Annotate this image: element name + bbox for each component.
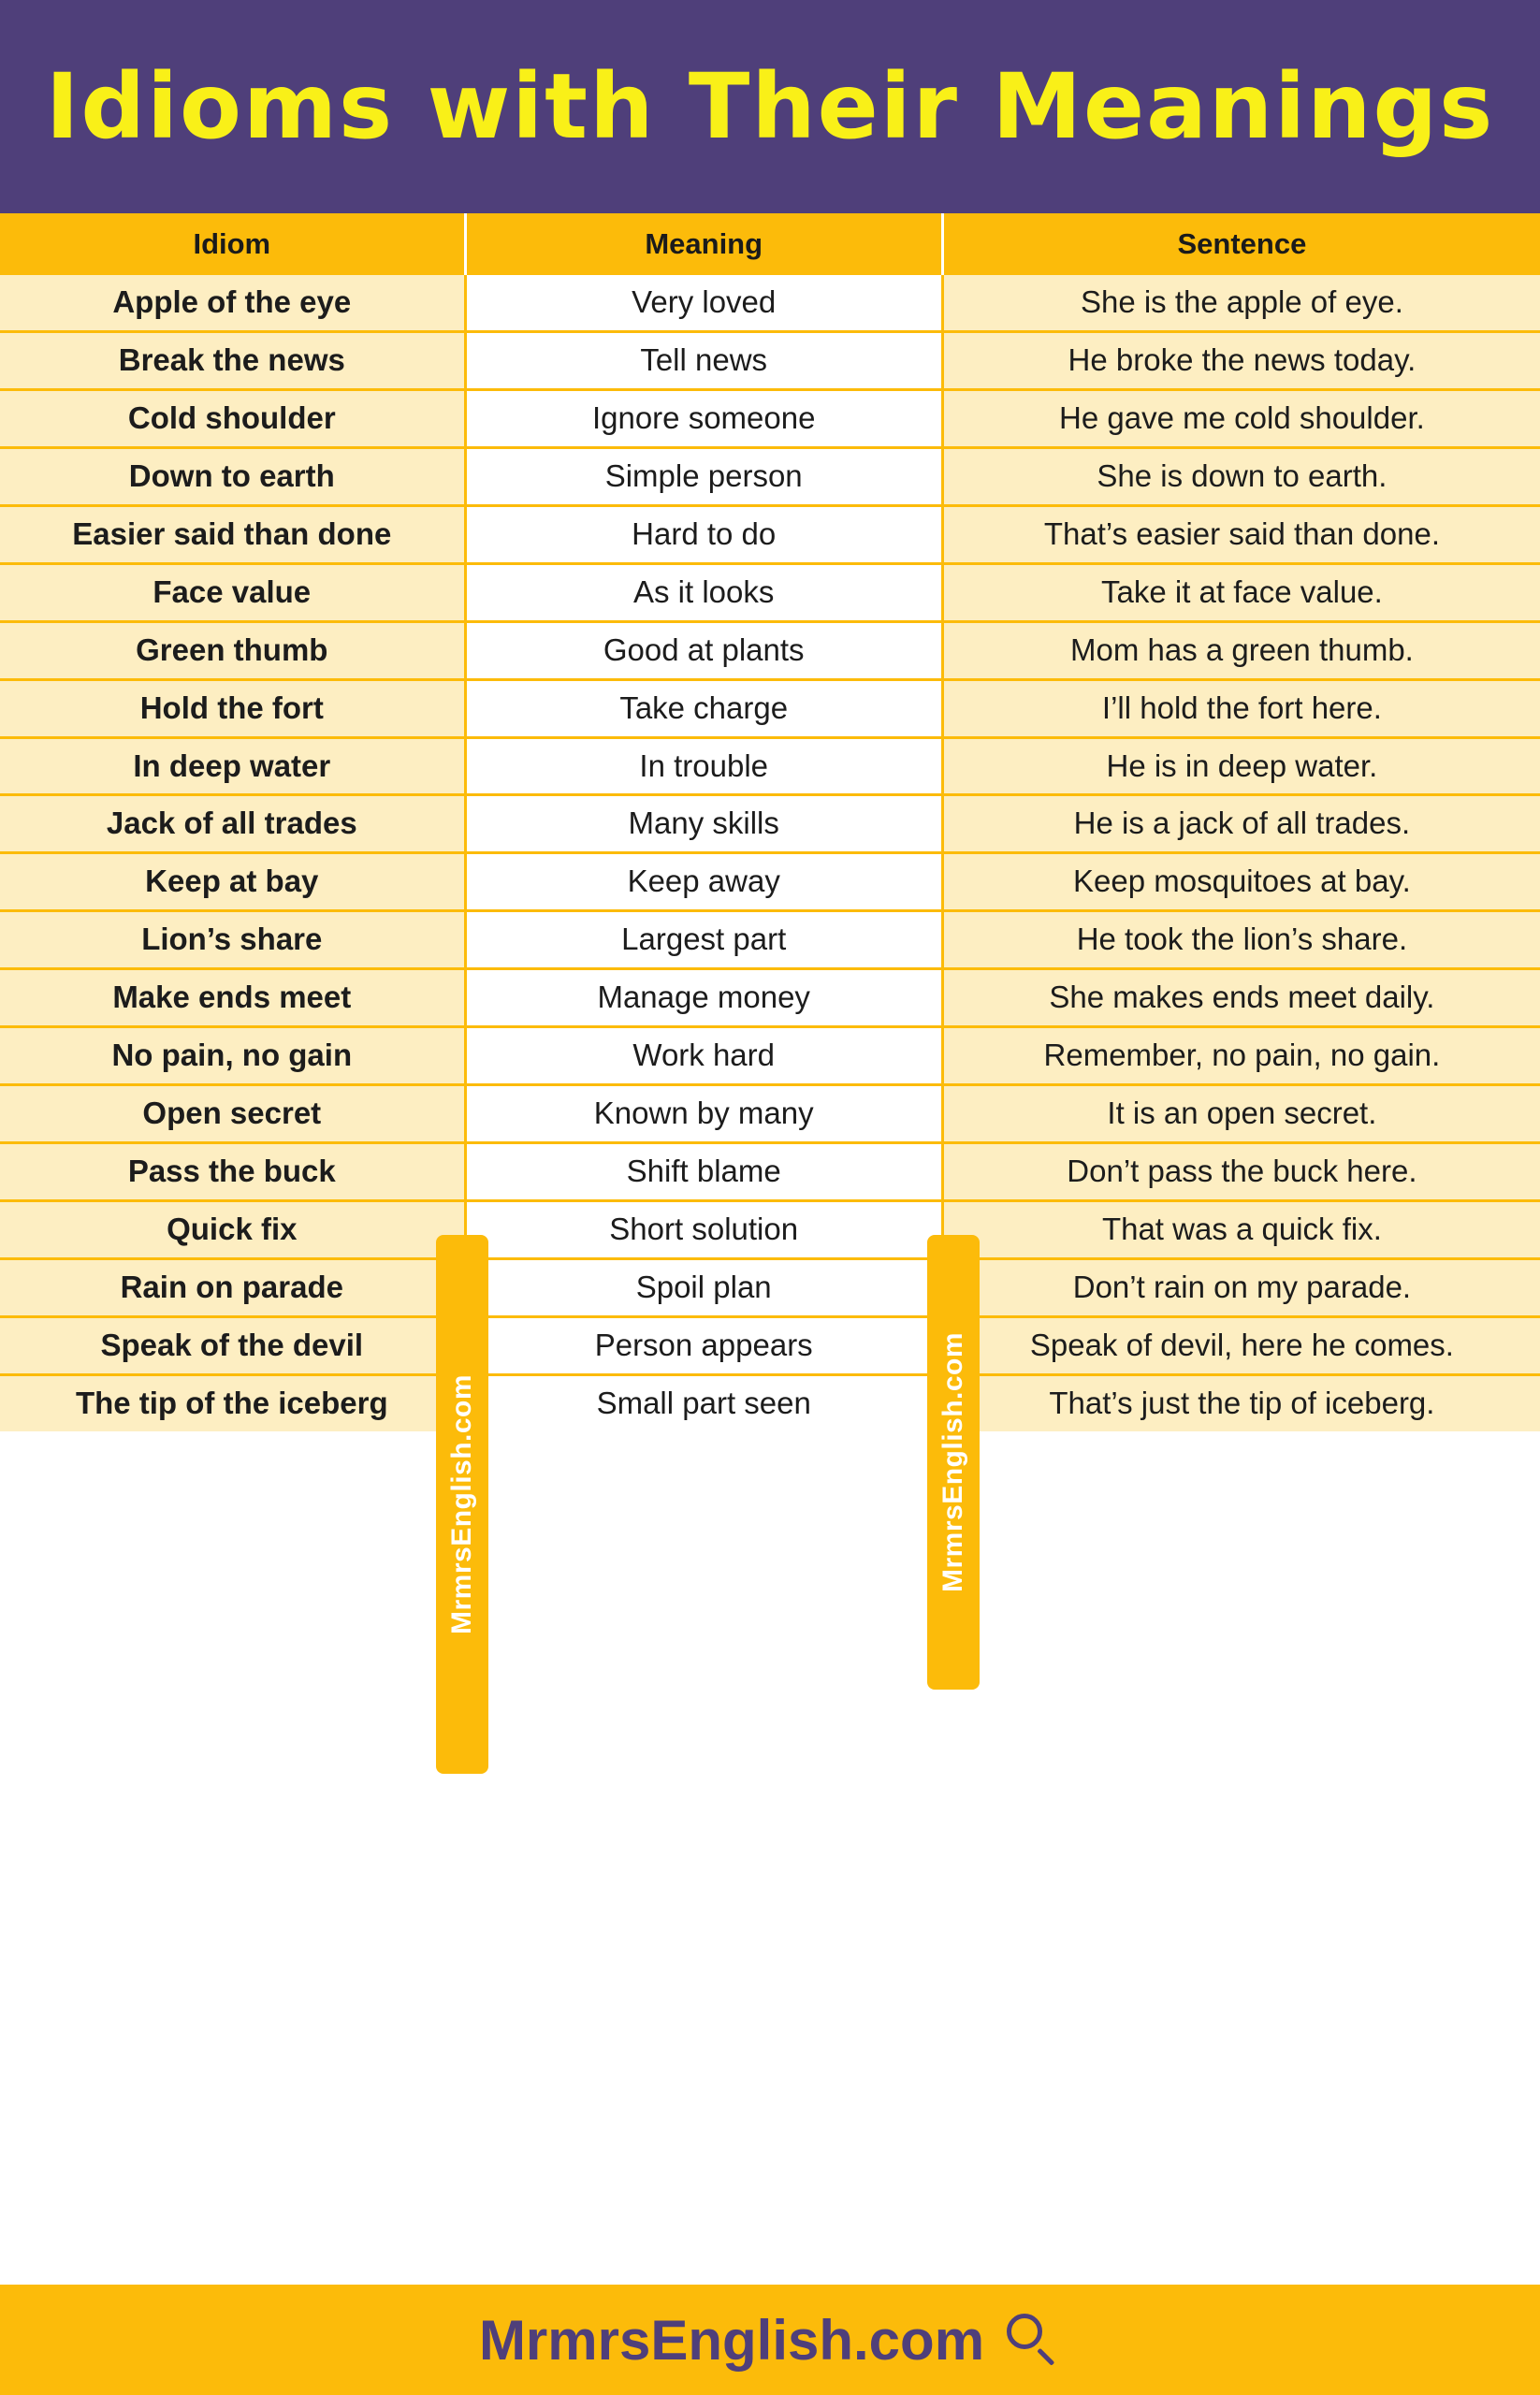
idioms-table — [0, 213, 1540, 1431]
cell-idiom: Apple of the eye — [0, 275, 465, 331]
table-row — [0, 563, 1540, 621]
cell-idiom: The tip of the iceberg — [0, 1374, 465, 1430]
table-row — [0, 275, 1540, 331]
watermark-right: MrmrsEnglish.com — [927, 1235, 980, 1690]
page-title: Idioms with Their Meanings — [45, 53, 1495, 159]
cell-idiom: Easier said than done — [0, 505, 465, 563]
cell-sentence: Keep mosquitoes at bay. — [942, 853, 1540, 911]
table-row — [0, 621, 1540, 679]
cell-idiom: Speak of the devil — [0, 1316, 465, 1374]
cell-meaning: Spoil plan — [465, 1258, 942, 1316]
search-icon — [1005, 2312, 1061, 2368]
cell-idiom: Keep at bay — [0, 853, 465, 911]
cell-idiom: No pain, no gain — [0, 1027, 465, 1085]
cell-sentence: That was a quick fix. — [942, 1201, 1540, 1259]
table-row — [0, 795, 1540, 853]
cell-meaning: Ignore someone — [465, 389, 942, 447]
cell-meaning: Hard to do — [465, 505, 942, 563]
table-header-row — [0, 213, 1540, 275]
column-header-idiom: Idiom — [0, 213, 465, 275]
poster-header — [0, 0, 1540, 213]
cell-meaning: Largest part — [465, 911, 942, 969]
cell-sentence: He is a jack of all trades. — [942, 795, 1540, 853]
table-row — [0, 1085, 1540, 1143]
cell-meaning: Known by many — [465, 1085, 942, 1143]
cell-sentence: He took the lion’s share. — [942, 911, 1540, 969]
cell-sentence: Mom has a green thumb. — [942, 621, 1540, 679]
poster-footer — [0, 2285, 1540, 2395]
cell-meaning: Short solution — [465, 1201, 942, 1259]
table-row — [0, 679, 1540, 737]
cell-sentence: I’ll hold the fort here. — [942, 679, 1540, 737]
table-row — [0, 1027, 1540, 1085]
cell-sentence: Don’t pass the buck here. — [942, 1143, 1540, 1201]
cell-idiom: Cold shoulder — [0, 389, 465, 447]
cell-sentence: She makes ends meet daily. — [942, 969, 1540, 1027]
cell-meaning: Small part seen — [465, 1374, 942, 1430]
cell-meaning: In trouble — [465, 737, 942, 795]
cell-sentence: She is the apple of eye. — [942, 275, 1540, 331]
table-row — [0, 389, 1540, 447]
table-row — [0, 1143, 1540, 1201]
cell-sentence: Don’t rain on my parade. — [942, 1258, 1540, 1316]
table-row — [0, 1201, 1540, 1259]
cell-sentence: He broke the news today. — [942, 331, 1540, 389]
table-row — [0, 1316, 1540, 1374]
cell-meaning: Many skills — [465, 795, 942, 853]
cell-idiom: Lion’s share — [0, 911, 465, 969]
cell-idiom: Quick fix — [0, 1201, 465, 1259]
cell-idiom: Break the news — [0, 331, 465, 389]
cell-meaning: Person appears — [465, 1316, 942, 1374]
cell-meaning: Take charge — [465, 679, 942, 737]
cell-sentence: That’s just the tip of iceberg. — [942, 1374, 1540, 1430]
cell-idiom: In deep water — [0, 737, 465, 795]
cell-idiom: Rain on parade — [0, 1258, 465, 1316]
cell-sentence: That’s easier said than done. — [942, 505, 1540, 563]
cell-idiom: Make ends meet — [0, 969, 465, 1027]
cell-sentence: Remember, no pain, no gain. — [942, 1027, 1540, 1085]
table-row — [0, 853, 1540, 911]
cell-idiom: Open secret — [0, 1085, 465, 1143]
cell-sentence: It is an open secret. — [942, 1085, 1540, 1143]
table-row — [0, 1258, 1540, 1316]
cell-sentence: She is down to earth. — [942, 447, 1540, 505]
cell-sentence: Take it at face value. — [942, 563, 1540, 621]
cell-meaning: Keep away — [465, 853, 942, 911]
column-header-meaning: Meaning — [465, 213, 942, 275]
cell-meaning: Good at plants — [465, 621, 942, 679]
cell-meaning: Simple person — [465, 447, 942, 505]
cell-idiom: Pass the buck — [0, 1143, 465, 1201]
cell-idiom: Hold the fort — [0, 679, 465, 737]
cell-meaning: As it looks — [465, 563, 942, 621]
cell-meaning: Manage money — [465, 969, 942, 1027]
cell-idiom: Down to earth — [0, 447, 465, 505]
cell-idiom: Green thumb — [0, 621, 465, 679]
table-header — [0, 213, 1540, 275]
idioms-table-container — [0, 213, 1540, 2285]
table-row — [0, 447, 1540, 505]
table-row — [0, 969, 1540, 1027]
table-row — [0, 737, 1540, 795]
cell-sentence: Speak of devil, here he comes. — [942, 1316, 1540, 1374]
table-row — [0, 911, 1540, 969]
cell-meaning: Tell news — [465, 331, 942, 389]
table-body — [0, 275, 1540, 1431]
cell-sentence: He gave me cold shoulder. — [942, 389, 1540, 447]
watermark-left: MrmrsEnglish.com — [436, 1235, 488, 1774]
cell-sentence: He is in deep water. — [942, 737, 1540, 795]
cell-meaning: Very loved — [465, 275, 942, 331]
column-header-sentence: Sentence — [942, 213, 1540, 275]
cell-meaning: Work hard — [465, 1027, 942, 1085]
table-row — [0, 505, 1540, 563]
cell-idiom: Jack of all trades — [0, 795, 465, 853]
table-row — [0, 331, 1540, 389]
cell-idiom: Face value — [0, 563, 465, 621]
cell-meaning: Shift blame — [465, 1143, 942, 1201]
table-row — [0, 1374, 1540, 1430]
footer-brand: MrmrsEnglish.com — [478, 2308, 985, 2372]
